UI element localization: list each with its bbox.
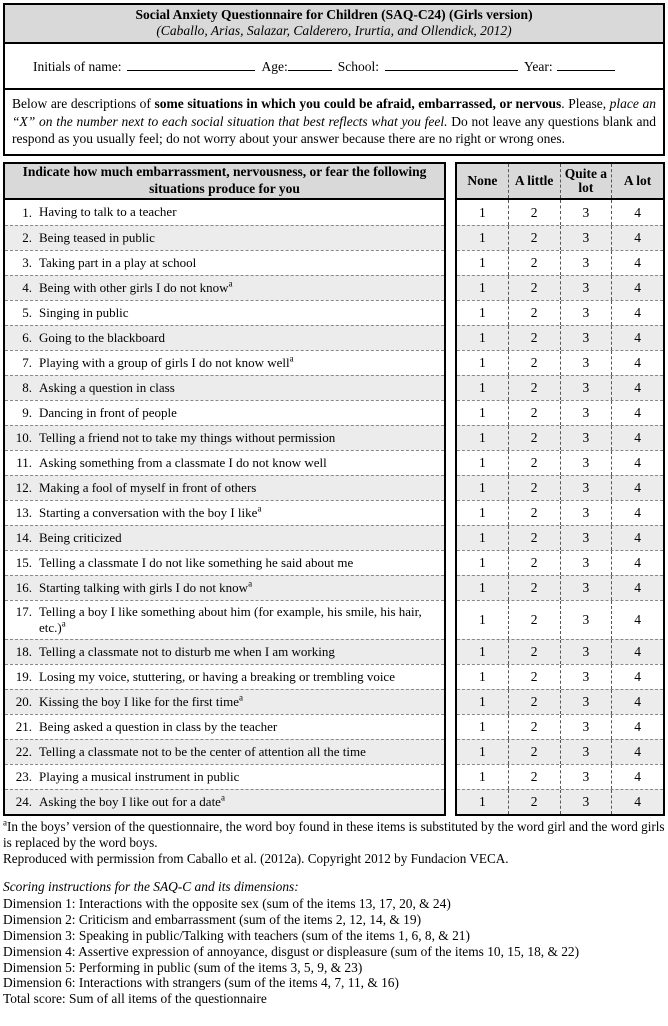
item-text: Telling a classmate not to disturb me when I am working: [39, 643, 335, 659]
school-label: School:: [337, 59, 379, 75]
age-label: Age:: [261, 59, 288, 75]
rating-cell-item1-value2[interactable]: 2: [508, 200, 560, 225]
column-header-a-lot: A lot: [611, 164, 663, 198]
instructions-part3: . Please,: [561, 96, 610, 112]
rating-cell-item13-value1[interactable]: 1: [479, 505, 486, 521]
rating-row-18: [457, 639, 663, 664]
initials-input-line[interactable]: [127, 58, 255, 71]
items-table-body: [5, 200, 444, 814]
column-header-none: None: [467, 172, 498, 188]
rating-row-23: [457, 764, 663, 789]
year-input-line[interactable]: [557, 58, 615, 71]
item-text: Losing my voice, stuttering, or having a breaking or trembling voice: [39, 668, 395, 684]
footnote-marker: a: [61, 618, 66, 629]
rating-row-24: [457, 789, 663, 814]
item-row-15: [5, 550, 444, 575]
rating-cell-item20-value3[interactable]: 3: [560, 690, 612, 714]
rating-cell-item13-value4[interactable]: 4: [611, 501, 663, 525]
rating-cell-item2-value1[interactable]: 1: [479, 230, 486, 246]
item-text: Having to talk to a teacher: [39, 204, 177, 220]
footnote-marker: a: [239, 692, 244, 703]
rating-cell-item16-value3[interactable]: 3: [560, 576, 612, 600]
rating-row-5: [457, 300, 663, 325]
scoring-instructions: [3, 879, 665, 1008]
rating-cell-item24-value1[interactable]: 1: [479, 794, 486, 810]
rating-cell-item24-value3[interactable]: 3: [560, 790, 612, 814]
rating-table-header: [457, 164, 663, 200]
rating-cell-item1-value3[interactable]: 3: [560, 200, 612, 225]
item-text: Being asked a question in class by the teacher: [39, 718, 278, 734]
rating-row-3: [457, 250, 663, 275]
school-input-line[interactable]: [385, 58, 518, 71]
rating-cell-item3-value3[interactable]: 3: [560, 251, 612, 275]
rating-cell-item22-value2[interactable]: 2: [508, 740, 560, 764]
page-title: Social Anxiety Questionnaire for Children (SAQ-C24) (Girls version): [135, 7, 533, 22]
rating-row-7: [457, 350, 663, 375]
rating-cell-item20-value2[interactable]: 2: [508, 690, 560, 714]
item-row-6: [5, 325, 444, 350]
rating-cell-item16-value2[interactable]: 2: [508, 576, 560, 600]
instructions-bold: some situations in which you could be afraid, embarrassed, or nervous: [154, 96, 562, 112]
item-number: 21.: [15, 719, 32, 735]
rating-cell-item11-value3[interactable]: 3: [560, 451, 612, 475]
instructions-italic: place an “X” on the number next to each social situation that best reflects what you feel.: [12, 96, 656, 129]
rating-cell-item6-value3[interactable]: 3: [560, 326, 612, 350]
rating-cell-item16-value1[interactable]: 1: [479, 580, 486, 596]
rating-row-17: [457, 600, 663, 639]
rating-cell-item14-value1[interactable]: 1: [479, 530, 486, 546]
item-number: 12.: [15, 480, 32, 496]
rating-cell-item17-value4[interactable]: 4: [611, 601, 663, 639]
rating-cell-item3-value1[interactable]: 1: [479, 255, 486, 271]
item-row-14: [5, 525, 444, 550]
item-row-11: [5, 450, 444, 475]
rating-cell-item2-value2[interactable]: 2: [508, 226, 560, 250]
rating-row-6: [457, 325, 663, 350]
rating-row-1: [457, 200, 663, 225]
item-row-8: [5, 375, 444, 400]
citation: (Caballo, Arias, Salazar, Calderero, Irurtia, and Ollendick, 2012): [156, 23, 512, 39]
rating-row-20: [457, 689, 663, 714]
item-text: Playing with a group of girls I do not know well$^a$: [39, 353, 294, 370]
rating-cell-item10-value2[interactable]: 2: [508, 426, 560, 450]
scoring-line-6: Dimension 6: Interactions with strangers (sum of the items 4, 7, 11, & 16): [3, 975, 399, 991]
item-number: 3.: [22, 255, 32, 271]
rating-cell-item19-value2[interactable]: 2: [508, 665, 560, 689]
rating-cell-item15-value3[interactable]: 3: [560, 551, 612, 575]
item-text: Dancing in front of people: [39, 404, 177, 420]
rating-cell-item24-value4[interactable]: 4: [611, 790, 663, 814]
column-header-quite-a-lot: Quite a lot: [560, 164, 612, 198]
item-number: 16.: [15, 580, 32, 596]
rating-row-12: [457, 475, 663, 500]
rating-cell-item7-value4[interactable]: 4: [611, 351, 663, 375]
rating-row-4: [457, 275, 663, 300]
item-number: 6.: [22, 330, 32, 346]
rating-cell-item7-value2[interactable]: 2: [508, 351, 560, 375]
item-number: 13.: [15, 505, 32, 521]
scoring-line-1: Dimension 1: Interactions with the opposite sex (sum of the items 13, 17, 20, & 24): [3, 896, 451, 912]
rating-cell-item23-value2[interactable]: 2: [508, 765, 560, 789]
rating-cell-item22-value1[interactable]: 1: [479, 744, 486, 760]
item-text: Going to the blackboard: [39, 329, 165, 345]
rating-row-8: [457, 375, 663, 400]
item-row-3: [5, 250, 444, 275]
rating-cell-item9-value1[interactable]: 1: [479, 405, 486, 421]
rating-cell-item8-value4[interactable]: 4: [611, 376, 663, 400]
rating-table: [455, 162, 665, 816]
scoring-line-5: Dimension 5: Performing in public (sum of the items 3, 5, 9, & 23): [3, 959, 363, 975]
item-number: 18.: [15, 644, 32, 660]
rating-cell-item21-value3[interactable]: 3: [560, 715, 612, 739]
rating-cell-item17-value1[interactable]: 1: [479, 612, 486, 628]
rating-row-9: [457, 400, 663, 425]
rating-table-body: [457, 200, 663, 814]
item-row-7: [5, 350, 444, 375]
item-row-12: [5, 475, 444, 500]
item-text: Starting a conversation with the boy I like$^a$: [39, 503, 262, 520]
rating-cell-item5-value2[interactable]: 2: [508, 301, 560, 325]
rating-cell-item11-value2[interactable]: 2: [508, 451, 560, 475]
item-row-16: [5, 575, 444, 600]
rating-cell-item5-value1[interactable]: 1: [479, 305, 486, 321]
rating-cell-item21-value2[interactable]: 2: [508, 715, 560, 739]
rating-cell-item18-value2[interactable]: 2: [508, 640, 560, 664]
rating-cell-item20-value1[interactable]: 1: [479, 694, 486, 710]
rating-cell-item5-value3[interactable]: 3: [560, 301, 612, 325]
item-text: Kissing the boy I like for the first time$^a$: [39, 692, 244, 709]
item-number: 2.: [22, 230, 32, 246]
rating-cell-item12-value4[interactable]: 4: [611, 476, 663, 500]
rating-cell-item2-value4[interactable]: 4: [611, 226, 663, 250]
rating-cell-item21-value1[interactable]: 1: [479, 719, 486, 735]
rating-cell-item15-value4[interactable]: 4: [611, 551, 663, 575]
rating-cell-item9-value2[interactable]: 2: [508, 401, 560, 425]
item-number: 10.: [15, 430, 32, 446]
column-header-a-little: A little: [508, 164, 560, 198]
rating-cell-item12-value3[interactable]: 3: [560, 476, 612, 500]
rating-cell-item4-value3[interactable]: 3: [560, 276, 612, 300]
rating-cell-item16-value4[interactable]: 4: [611, 576, 663, 600]
footnote-marker: a: [220, 792, 225, 803]
item-row-17: [5, 600, 444, 639]
rating-cell-item15-value2[interactable]: 2: [508, 551, 560, 575]
rating-row-15: [457, 550, 663, 575]
item-text: Telling a classmate I do not like something he said about me: [39, 554, 354, 570]
item-number: 1.: [22, 204, 32, 220]
item-row-18: [5, 639, 444, 664]
item-row-22: [5, 739, 444, 764]
item-number: 7.: [22, 355, 32, 371]
rating-cell-item6-value4[interactable]: 4: [611, 326, 663, 350]
rating-cell-item15-value1[interactable]: 1: [479, 555, 486, 571]
rating-cell-item14-value3[interactable]: 3: [560, 526, 612, 550]
identification-fields: [3, 44, 665, 88]
rating-row-11: [457, 450, 663, 475]
item-row-24: [5, 789, 444, 814]
scoring-heading: Scoring instructions for the SAQ-C and its dimensions:: [3, 878, 299, 894]
items-table-prompt: Indicate how much embarrassment, nervousness, or fear the following situations produce for you: [5, 164, 444, 200]
item-text: Asking something from a classmate I do not know well: [39, 454, 327, 470]
footnote-marker: a: [257, 503, 262, 514]
rating-cell-item11-value4[interactable]: 4: [611, 451, 663, 475]
rating-cell-item11-value1[interactable]: 1: [479, 455, 486, 471]
rating-cell-item9-value3[interactable]: 3: [560, 401, 612, 425]
scoring-line-2: Dimension 2: Criticism and embarrassment (sum of the items 2, 12, 14, & 19): [3, 912, 422, 928]
item-text: Starting talking with girls I do not know$^a$: [39, 578, 253, 595]
rating-cell-item21-value4[interactable]: 4: [611, 715, 663, 739]
items-table: [3, 162, 446, 816]
rating-cell-item9-value4[interactable]: 4: [611, 401, 663, 425]
footnotes: [3, 819, 665, 867]
instructions-part1: Below are descriptions of: [12, 96, 155, 112]
rating-cell-item8-value1[interactable]: 1: [479, 380, 486, 396]
item-text: Asking the boy I like out for a date$^a$: [39, 792, 225, 809]
rating-cell-item7-value3[interactable]: 3: [560, 351, 612, 375]
item-text: Telling a friend not to take my things without permission: [39, 429, 336, 445]
rating-cell-item19-value1[interactable]: 1: [479, 669, 486, 685]
rating-cell-item8-value2[interactable]: 2: [508, 376, 560, 400]
item-text: Asking a question in class: [39, 379, 175, 395]
rating-row-2: [457, 225, 663, 250]
item-number: 5.: [22, 305, 32, 321]
item-row-2: [5, 225, 444, 250]
item-number: 8.: [22, 380, 32, 396]
item-number: 20.: [15, 694, 32, 710]
rating-cell-item18-value4[interactable]: 4: [611, 640, 663, 664]
rating-cell-item13-value2[interactable]: 2: [508, 501, 560, 525]
item-text: Being teased in public: [39, 229, 155, 245]
item-text: Taking part in a play at school: [39, 254, 197, 270]
item-row-5: [5, 300, 444, 325]
instructions-part5: Do not leave any questions blank and respond as you usually feel; do not worry about your answer because there are no right or wrong ones.: [12, 113, 656, 147]
rating-cell-item4-value4[interactable]: 4: [611, 276, 663, 300]
item-row-1: [5, 200, 444, 225]
item-text: Making a fool of myself in front of others: [39, 479, 257, 495]
item-row-9: [5, 400, 444, 425]
rating-cell-item5-value4[interactable]: 4: [611, 301, 663, 325]
footnote-a-text: In the boys’ version of the questionnaire, the word boy found in these items is substituted by the word girl and the word girls is replaced by the word boys.: [3, 819, 665, 850]
rating-cell-item10-value1[interactable]: 1: [479, 430, 486, 446]
item-row-10: [5, 425, 444, 450]
rating-cell-item7-value1[interactable]: 1: [479, 355, 486, 371]
rating-cell-item10-value4[interactable]: 4: [611, 426, 663, 450]
rating-cell-item17-value2[interactable]: 2: [508, 601, 560, 639]
rating-row-19: [457, 664, 663, 689]
item-number: 14.: [15, 530, 32, 546]
item-row-19: [5, 664, 444, 689]
scoring-line-4: Dimension 4: Assertive expression of annoyance, disgust or displeasure (sum of the items 10, 15, 18, & 22): [3, 943, 580, 959]
item-number: 9.: [22, 405, 32, 421]
item-number: 23.: [15, 769, 32, 785]
rating-row-22: [457, 739, 663, 764]
item-number: 4.: [22, 280, 32, 296]
rating-cell-item3-value4[interactable]: 4: [611, 251, 663, 275]
rating-cell-item20-value4[interactable]: 4: [611, 690, 663, 714]
rating-cell-item24-value2[interactable]: 2: [508, 790, 560, 814]
initials-label: Initials of name:: [33, 59, 122, 75]
item-text: Singing in public: [39, 304, 129, 320]
footnote-a-marker: a: [3, 817, 7, 828]
footnote-marker: a: [289, 353, 294, 364]
item-row-23: [5, 764, 444, 789]
footnote-a: [3, 819, 665, 851]
rating-cell-item22-value4[interactable]: 4: [611, 740, 663, 764]
item-number: 24.: [15, 794, 32, 810]
rating-cell-item13-value3[interactable]: 3: [560, 501, 612, 525]
scoring-line-3: Dimension 3: Speaking in public/Talking with teachers (sum of the items 1, 6, 8, & 21): [3, 927, 470, 943]
age-input-line[interactable]: [288, 58, 332, 71]
rating-cell-item3-value2[interactable]: 2: [508, 251, 560, 275]
rating-cell-item1-value4[interactable]: 4: [611, 200, 663, 225]
rating-cell-item12-value2[interactable]: 2: [508, 476, 560, 500]
rating-row-13: [457, 500, 663, 525]
rating-cell-item2-value3[interactable]: 3: [560, 226, 612, 250]
item-text: Being with other girls I do not know$^a$: [39, 278, 233, 295]
rating-cell-item6-value2[interactable]: 2: [508, 326, 560, 350]
rating-row-10: [457, 425, 663, 450]
rating-cell-item23-value4[interactable]: 4: [611, 765, 663, 789]
rating-cell-item12-value1[interactable]: 1: [479, 480, 486, 496]
rating-row-14: [457, 525, 663, 550]
item-row-20: [5, 689, 444, 714]
instructions-paragraph: [3, 88, 665, 156]
rating-cell-item19-value4[interactable]: 4: [611, 665, 663, 689]
rating-cell-item18-value1[interactable]: 1: [479, 644, 486, 660]
rating-cell-item4-value1[interactable]: 1: [479, 280, 486, 296]
rating-cell-item14-value2[interactable]: 2: [508, 526, 560, 550]
scoring-line-7: Total score: Sum of all items of the questionnaire: [3, 991, 267, 1007]
item-number: 11.: [16, 455, 32, 471]
item-number: 15.: [15, 555, 32, 571]
item-number: 22.: [15, 744, 32, 760]
item-number: 19.: [15, 669, 32, 685]
item-row-13: [5, 500, 444, 525]
rating-cell-item23-value1[interactable]: 1: [479, 769, 486, 785]
rating-cell-item17-value3[interactable]: 3: [560, 601, 612, 639]
rating-cell-item1-value1[interactable]: 1: [479, 204, 486, 220]
item-text: Playing a musical instrument in public: [39, 768, 240, 784]
item-row-21: [5, 714, 444, 739]
rating-cell-item10-value3[interactable]: 3: [560, 426, 612, 450]
permission-line: Reproduced with permission from Caballo et al. (2012a). Copyright 2012 by Fundacion VECA.: [3, 850, 509, 866]
rating-row-21: [457, 714, 663, 739]
rating-cell-item23-value3[interactable]: 3: [560, 765, 612, 789]
item-number: 17.: [15, 604, 32, 620]
rating-cell-item6-value1[interactable]: 1: [479, 330, 486, 346]
year-label: Year:: [524, 59, 553, 75]
scoring-lines: [3, 896, 665, 1007]
rating-cell-item22-value3[interactable]: 3: [560, 740, 612, 764]
rating-cell-item4-value2[interactable]: 2: [508, 276, 560, 300]
item-text: Telling a classmate not to be the center of attention all the time: [39, 743, 366, 759]
footnote-marker: a: [228, 278, 233, 289]
rating-cell-item8-value3[interactable]: 3: [560, 376, 612, 400]
footnote-marker: a: [248, 578, 253, 589]
item-text: Being criticized: [39, 529, 122, 545]
rating-row-16: [457, 575, 663, 600]
item-text: Telling a boy I like something about him (for example, his smile, his hair, etc.)$^a$: [39, 604, 422, 636]
questionnaire-tables: [3, 162, 665, 816]
title-box: [3, 3, 665, 44]
rating-cell-item19-value3[interactable]: 3: [560, 665, 612, 689]
item-row-4: [5, 275, 444, 300]
rating-cell-item14-value4[interactable]: 4: [611, 526, 663, 550]
rating-cell-item18-value3[interactable]: 3: [560, 640, 612, 664]
